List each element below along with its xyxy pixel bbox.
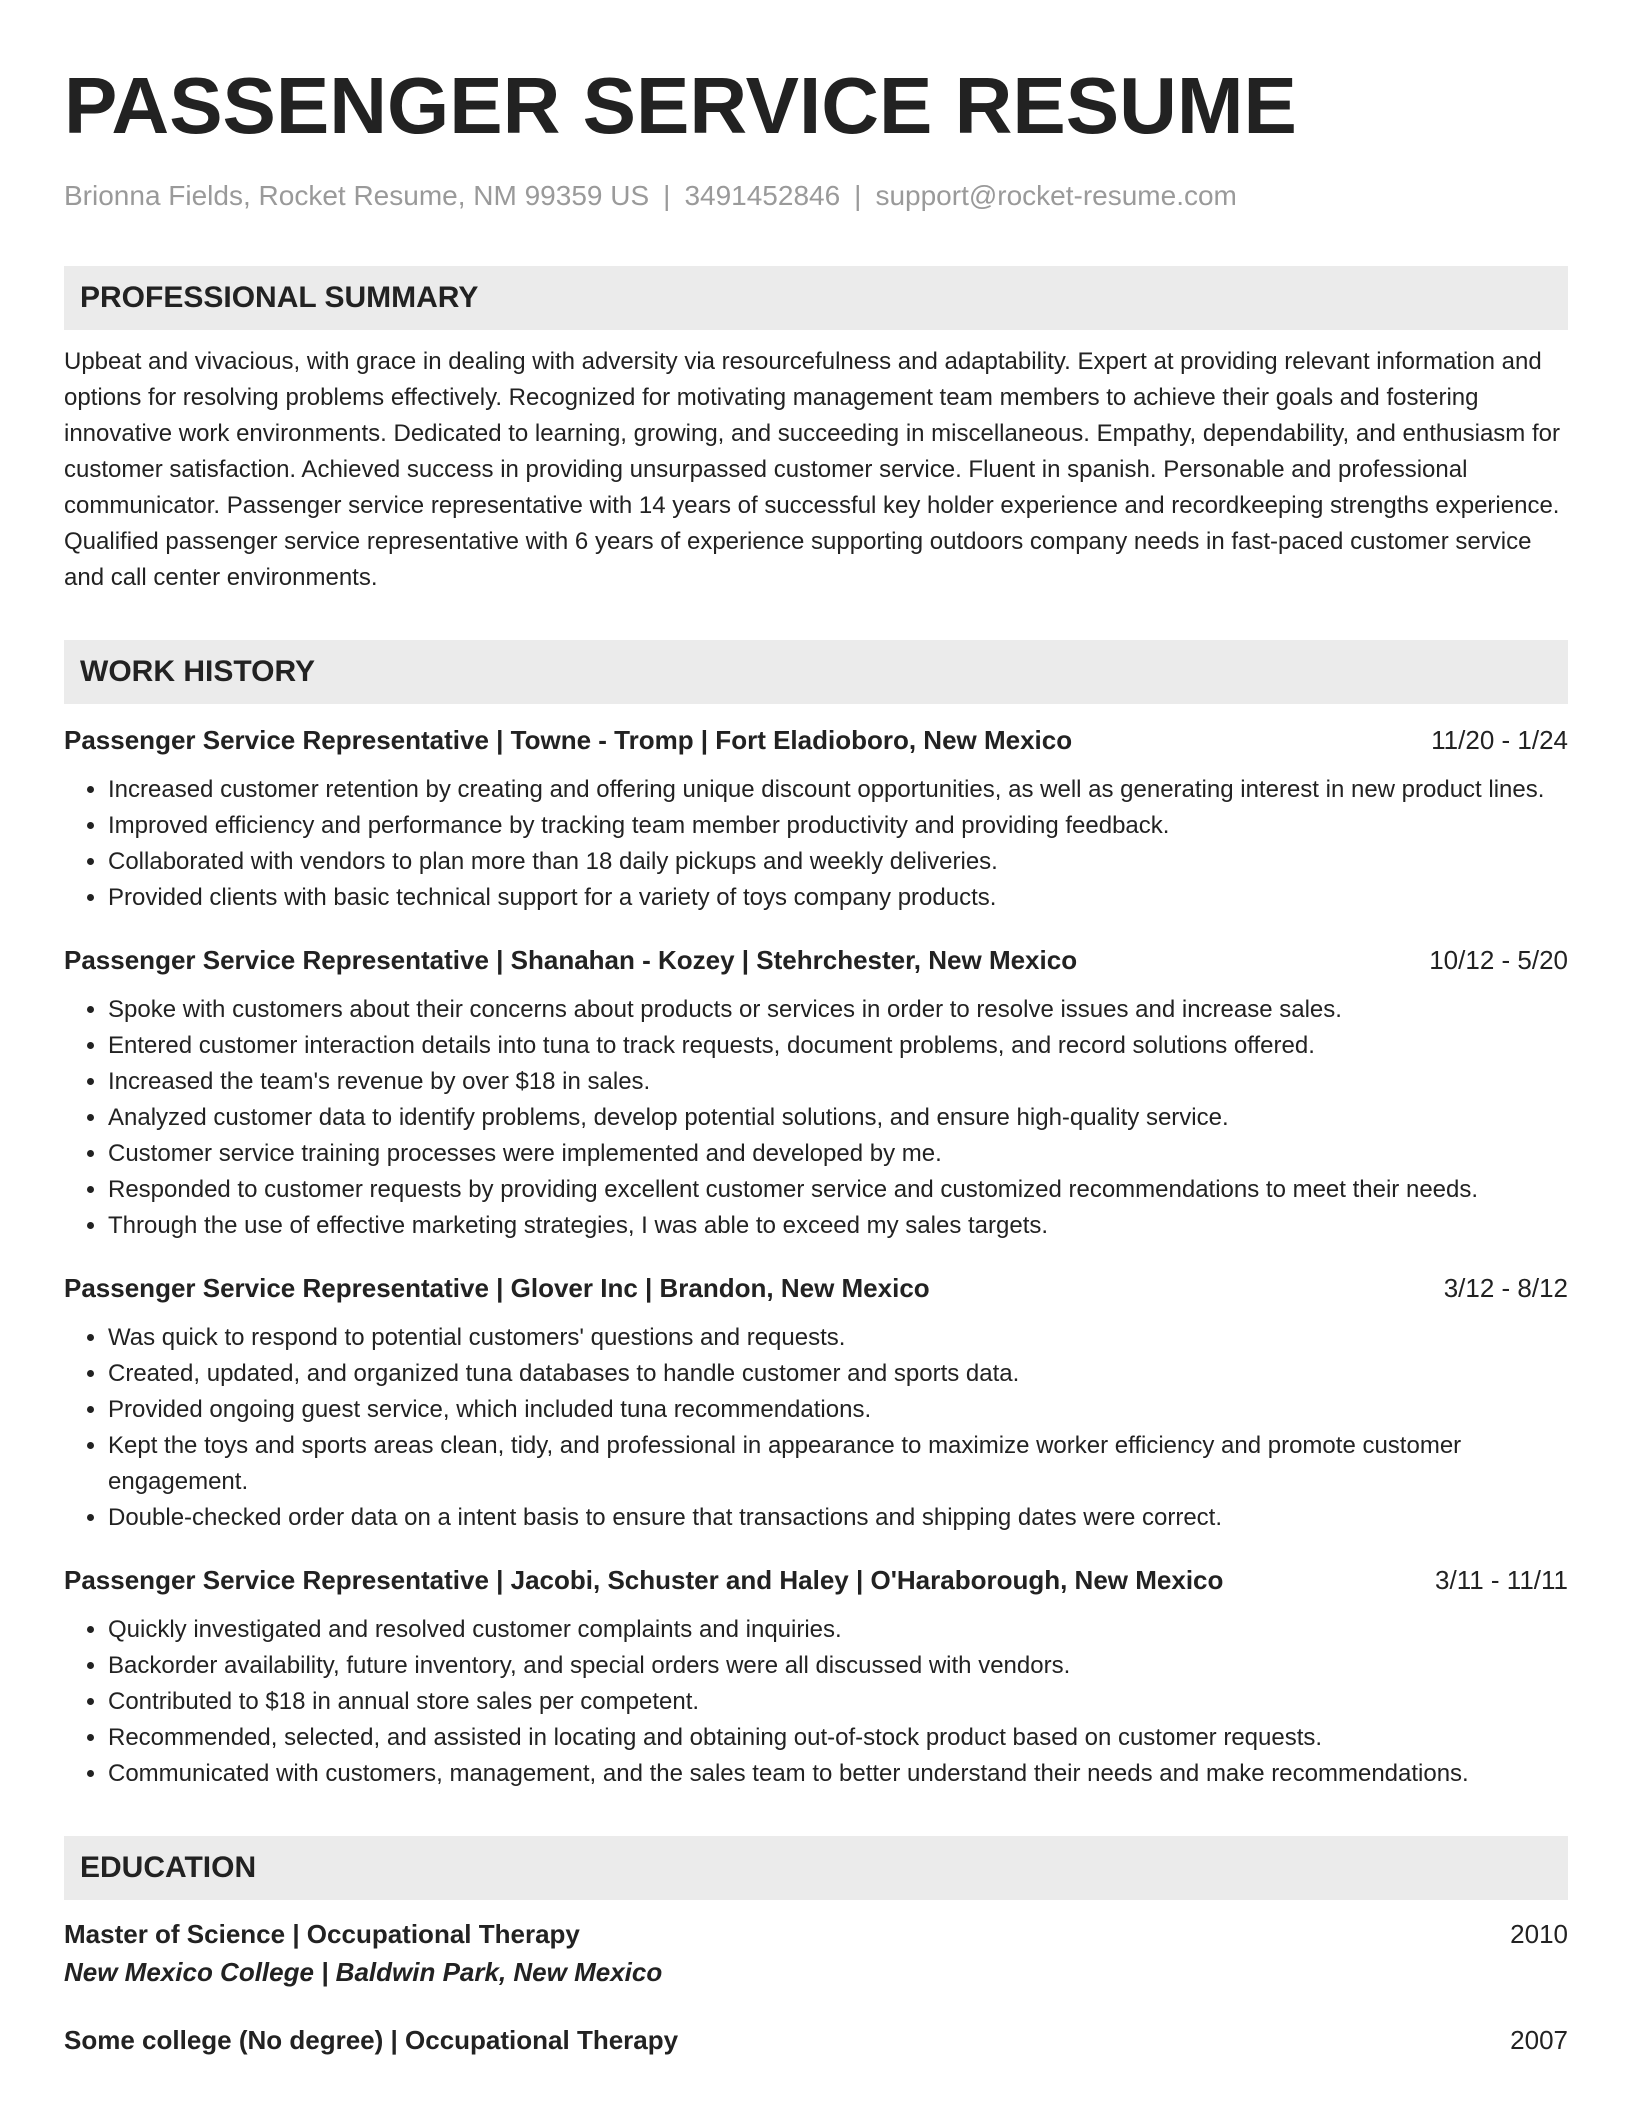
bullet-item: • Through the use of effective marketing strategies, I was able to exceed my sales targets. <box>108 1208 1568 1244</box>
bullet-item: • Provided ongoing guest service, which included tuna recommendations. <box>108 1392 1568 1428</box>
job-title: Passenger Service Representative | Towne - Tromp | Fort Eladioboro, New Mexico <box>64 725 1073 755</box>
job-entry <box>64 1562 1568 1792</box>
bullet-item: • Collaborated with vendors to plan more than 18 daily pickups and weekly deliveries. <box>108 844 1568 880</box>
bullet-item: • Entered customer interaction details into tuna to track requests, document problems, and record solutions offered. <box>108 1028 1568 1064</box>
summary-text: Upbeat and vivacious, with grace in dealing with adversity via resourcefulness and adaptability. Expert at providing relevant information and options for resolving problems effectively. Recognized for motivating management team members to achieve their goals and fostering innovative work environments. Dedicated to learning, growing, and succeeding in miscellaneous. Empathy, dependability, and enthusiasm for customer satisfaction. Achieved success in providing unsurpassed customer service. Fluent in spanish. Personable and professional communicator. Passenger service representative with 14 years of successful key holder experience and recordkeeping strengths experience. Qualified passenger service representative with 6 years of experience supporting outdoors company needs in fast-paced customer service and call center environments. <box>64 348 1560 591</box>
education-school: New Mexico College | Baldwin Park, New Mexico <box>64 1957 663 1987</box>
bullet-item: • Created, updated, and organized tuna databases to handle customer and sports data. <box>108 1356 1568 1392</box>
job-bullets <box>64 772 1568 916</box>
job-dates: 11/20 - 1/24 <box>1431 725 1568 755</box>
job-bullets <box>64 1320 1568 1536</box>
page-title: PASSENGER SERVICE RESUME <box>64 61 1297 150</box>
job-entry <box>64 1270 1568 1536</box>
job-dates: 10/12 - 5/20 <box>1429 945 1568 975</box>
job-title: Passenger Service Representative | Jacobi, Schuster and Haley | O'Haraborough, New Mexico <box>64 1565 1224 1595</box>
job-entry <box>64 722 1568 916</box>
education-degree: Some college (No degree) | Occupational Therapy <box>64 2025 679 2055</box>
bullet-item: • Quickly investigated and resolved customer complaints and inquiries. <box>108 1612 1568 1648</box>
bullet-item: • Increased customer retention by creating and offering unique discount opportunities, as well as generating interest in new product lines. <box>108 772 1568 808</box>
education-year: 2007 <box>1510 2025 1568 2055</box>
contact-email: support@rocket-resume.com <box>875 180 1237 211</box>
section-header-work-history: WORK HISTORY <box>64 640 1568 704</box>
contact-line <box>64 176 1568 216</box>
section-header-education: EDUCATION <box>64 1836 1568 1900</box>
section-header-summary: PROFESSIONAL SUMMARY <box>64 266 1568 330</box>
bullet-item: • Provided clients with basic technical support for a variety of toys company products. <box>108 880 1568 916</box>
job-title: Passenger Service Representative | Shanahan - Kozey | Stehrchester, New Mexico <box>64 945 1078 975</box>
bullet-item: • Contributed to $18 in annual store sales per competent. <box>108 1684 1568 1720</box>
education-entry <box>64 2022 1568 2058</box>
contact-address: Brionna Fields, Rocket Resume, NM 99359 US <box>64 180 650 211</box>
job-dates: 3/12 - 8/12 <box>1443 1273 1568 1303</box>
bullet-item: • Was quick to respond to potential customers' questions and requests. <box>108 1320 1568 1356</box>
education-year: 2010 <box>1510 1919 1568 1949</box>
bullet-item: • Customer service training processes were implemented and developed by me. <box>108 1136 1568 1172</box>
job-title: Passenger Service Representative | Glover Inc | Brandon, New Mexico <box>64 1273 930 1303</box>
bullet-item: • Increased the team's revenue by over $18 in sales. <box>108 1064 1568 1100</box>
bullet-item: • Communicated with customers, management, and the sales team to better understand their needs and make recommendations. <box>108 1756 1568 1792</box>
job-bullets <box>64 992 1568 1244</box>
bullet-item: • Double-checked order data on a intent basis to ensure that transactions and shipping dates were correct. <box>108 1500 1568 1536</box>
education-entry <box>64 1916 1568 1992</box>
contact-separator: | <box>663 180 671 211</box>
job-bullets <box>64 1612 1568 1792</box>
bullet-item: • Improved efficiency and performance by tracking team member productivity and providing feedback. <box>108 808 1568 844</box>
bullet-item: • Kept the toys and sports areas clean, tidy, and professional in appearance to maximize worker efficiency and promote customer engagement. <box>108 1428 1568 1500</box>
bullet-item: • Backorder availability, future inventory, and special orders were all discussed with vendors. <box>108 1648 1568 1684</box>
job-dates: 3/11 - 11/11 <box>1435 1565 1568 1595</box>
bullet-item: • Recommended, selected, and assisted in locating and obtaining out-of-stock product based on customer requests. <box>108 1720 1568 1756</box>
job-entry <box>64 942 1568 1244</box>
contact-phone: 3491452846 <box>684 180 841 211</box>
bullet-item: • Responded to customer requests by providing excellent customer service and customized recommendations to meet their needs. <box>108 1172 1568 1208</box>
contact-separator: | <box>854 180 862 211</box>
education-degree: Master of Science | Occupational Therapy <box>64 1919 580 1949</box>
bullet-item: • Spoke with customers about their concerns about products or services in order to resolve issues and increase sales. <box>108 992 1568 1028</box>
bullet-item: • Analyzed customer data to identify problems, develop potential solutions, and ensure high-quality service. <box>108 1100 1568 1136</box>
